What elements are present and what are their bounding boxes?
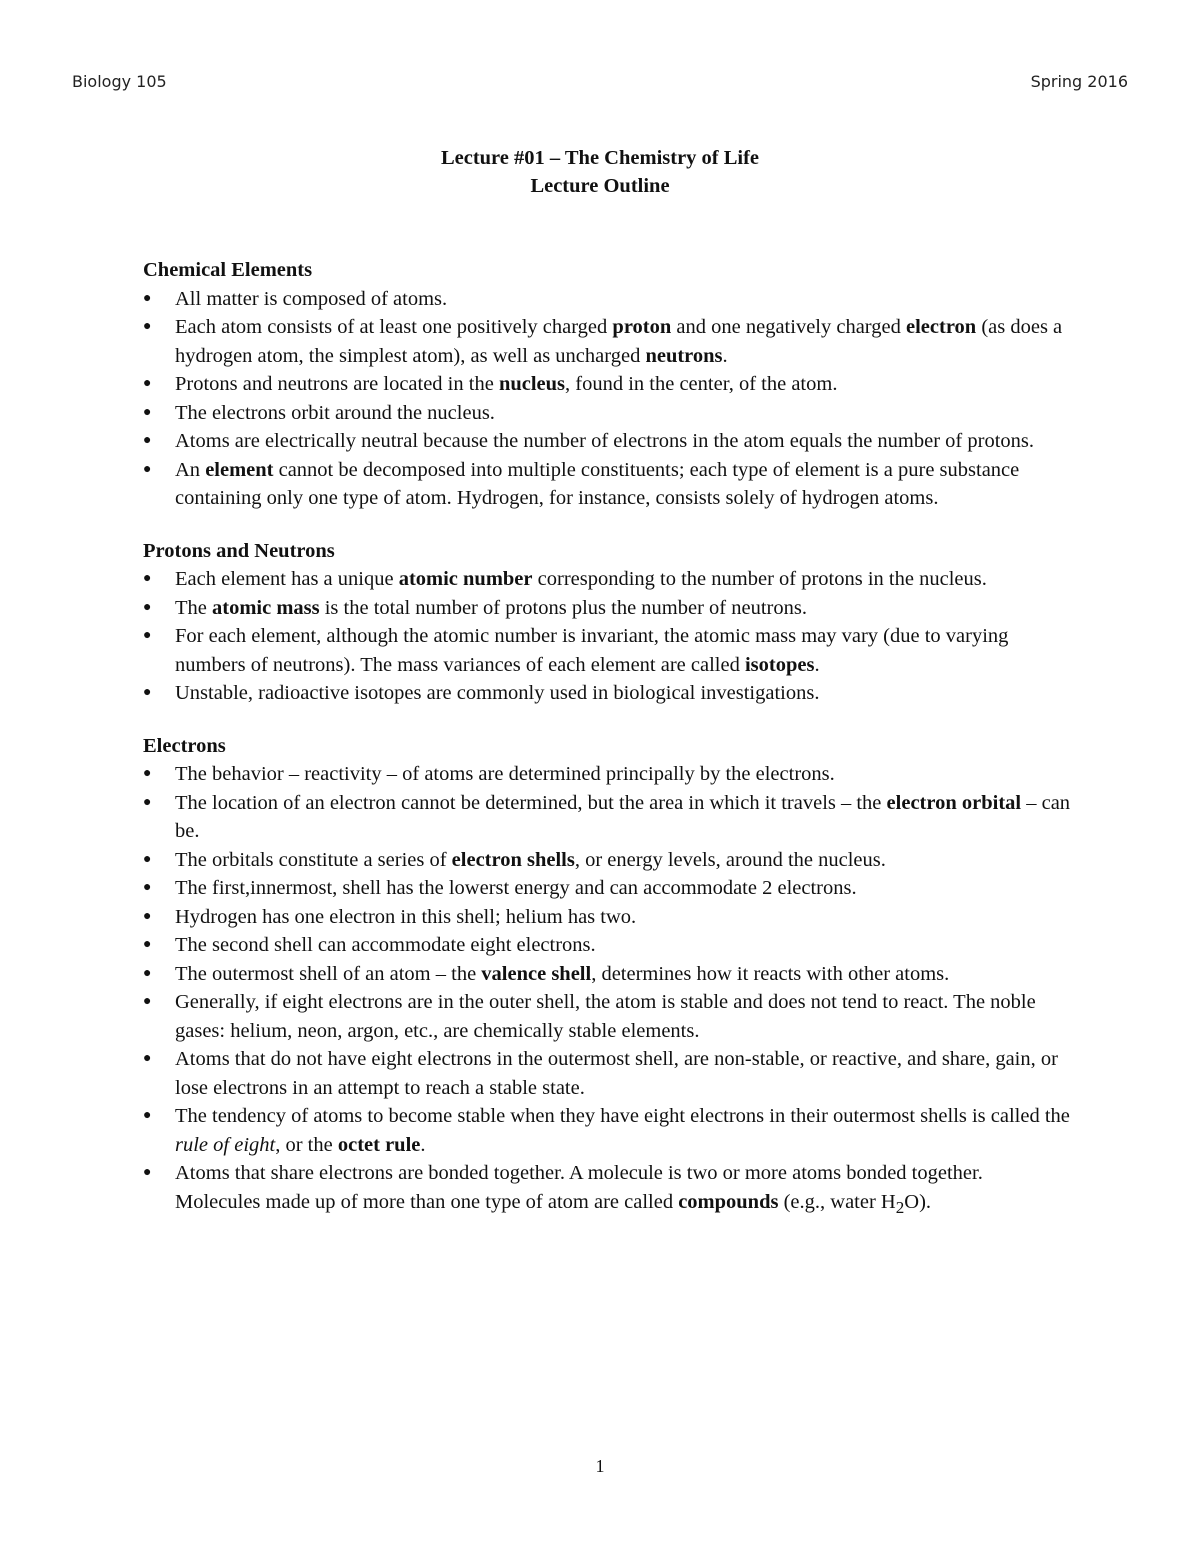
list-item <box>143 456 1073 513</box>
bullet-icon: ● <box>143 851 152 867</box>
bullet-icon: ● <box>143 319 152 334</box>
bullet-icon: ● <box>143 1165 152 1180</box>
item-text: The first,innermost, shell has the lowerst energy and can accommodate 2 electrons. <box>175 877 857 899</box>
bullet-icon: ● <box>143 404 152 420</box>
bullet-icon: ● <box>143 908 152 924</box>
bullet-icon: ● <box>143 794 152 810</box>
item-text: The location of an electron cannot be determined, but the area in which it travels – the <box>175 791 887 814</box>
key-term: valence shell <box>481 962 592 985</box>
list-item <box>143 622 1073 679</box>
header-term: Spring 2016 <box>1030 72 1128 91</box>
bullet-icon: ● <box>143 433 152 448</box>
key-term: nucleus <box>498 373 566 395</box>
list-item <box>143 399 1073 428</box>
item-text: O). <box>904 1190 932 1213</box>
item-text: Atoms that share electrons are bonded together. A molecule is two or more atoms bonded together. Molecules made up of more than one type of atom are called <box>175 1162 983 1213</box>
key-term: isotopes <box>744 653 815 676</box>
list-item <box>143 760 1073 789</box>
item-text: The electrons orbit around the nucleus. <box>175 401 495 424</box>
list-item <box>143 874 1073 903</box>
outline-section <box>143 537 1073 708</box>
bullet-icon: ● <box>143 628 152 643</box>
list-item <box>143 1045 1073 1102</box>
outline-section <box>143 256 1073 513</box>
item-text: Generally, if eight electrons are in the outer shell, the atom is stable and does not tend to react. The noble gases: helium, neon, argon, etc., are chemically stable elements. <box>175 991 1036 1042</box>
item-text: , or the <box>275 1133 338 1156</box>
bullet-icon: ● <box>143 965 152 981</box>
bullet-icon: ● <box>143 290 152 306</box>
item-text: Atoms are electrically neutral because the number of electrons in the atom equals the number of protons. <box>175 430 1034 452</box>
section-heading: Chemical Elements <box>143 259 313 281</box>
item-text: and one negatively charged <box>671 316 906 338</box>
list-item <box>143 846 1073 875</box>
list-item <box>143 370 1073 399</box>
key-term: proton <box>612 316 672 338</box>
item-text: All matter is composed of atoms. <box>175 287 448 310</box>
item-text: (e.g., water H <box>778 1190 896 1213</box>
item-text: cannot be decomposed into multiple constituents; each type of element is a pure substance containing only one type of atom. Hydrogen, for instance, consists solely of hydrogen atoms. <box>175 458 1020 509</box>
list-item <box>143 931 1073 960</box>
item-text: The outermost shell of an atom – the <box>175 962 482 985</box>
bullet-list <box>143 285 1073 513</box>
bullet-list <box>143 565 1073 708</box>
bullet-icon: ● <box>143 571 152 586</box>
item-text: Each element has a unique <box>175 568 399 590</box>
list-item <box>143 565 1073 594</box>
list-item <box>143 427 1073 456</box>
item-text: 2 <box>895 1197 905 1217</box>
list-item <box>143 285 1073 314</box>
key-term: electron shells <box>451 848 575 871</box>
list-item <box>143 988 1073 1045</box>
title-block <box>0 144 1200 200</box>
section-heading: Electrons <box>143 734 226 757</box>
bullet-icon: ● <box>143 766 152 781</box>
list-item <box>143 313 1073 370</box>
item-text: , determines how it reacts with other atoms. <box>591 962 950 985</box>
item-text: is the total number of protons plus the number of neutrons. <box>319 596 807 619</box>
item-text: Unstable, radioactive isotopes are commonly used in biological investigations. <box>175 682 820 704</box>
section-gap <box>143 708 1073 732</box>
lecture-title: Lecture #01 – The Chemistry of Life <box>440 147 760 169</box>
item-text: Atoms that do not have eight electrons in the outermost shell, are non-stable, or reactive, and share, gain, or lose electrons in an attempt to reach a stable state. <box>175 1048 1058 1099</box>
section-heading: Protons and Neutrons <box>143 539 335 562</box>
item-text: Hydrogen has one electron in this shell; helium has two. <box>175 905 637 928</box>
bullet-icon: ● <box>143 376 152 391</box>
outline-content <box>143 256 1073 1222</box>
item-text: The behavior – reactivity – of atoms are determined principally by the electrons. <box>175 763 835 785</box>
key-term: neutrons <box>645 344 723 367</box>
item-text: Protons and neutrons are located in the <box>175 373 499 395</box>
item-text: The tendency of atoms to become stable when they have eight electrons in their outermost shells is called the <box>175 1105 1070 1127</box>
bullet-icon: ● <box>143 937 152 952</box>
page-number: 1 <box>595 1456 605 1476</box>
item-text: , or energy levels, around the nucleus. <box>574 848 886 871</box>
item-text: Each atom consists of at least one positively charged <box>175 316 613 338</box>
list-item <box>143 789 1073 846</box>
list-item <box>143 679 1073 708</box>
key-term: atomic number <box>398 568 533 590</box>
item-text: For each element, although the atomic number is invariant, the atomic mass may vary (due to varying numbers of neutrons). The mass variances of each element are called <box>175 625 1009 676</box>
item-text: , found in the center, of the atom. <box>565 373 838 395</box>
bullet-icon: ● <box>143 461 152 477</box>
list-item <box>143 1159 1073 1222</box>
key-term: electron <box>906 316 977 338</box>
list-item <box>143 594 1073 623</box>
list-item <box>143 1102 1073 1159</box>
item-text: (as does a hydrogen atom, the simplest atom), as well as uncharged <box>175 316 1063 367</box>
section-gap <box>143 513 1073 537</box>
key-term: octet rule <box>337 1133 421 1156</box>
item-text: The second shell can accommodate eight electrons. <box>175 934 596 956</box>
item-text: . <box>420 1133 426 1156</box>
bullet-icon: ● <box>143 1108 152 1123</box>
bullet-icon: ● <box>143 685 152 700</box>
bullet-icon: ● <box>143 880 152 895</box>
item-text: corresponding to the number of protons in the nucleus. <box>532 568 987 590</box>
key-term: electron orbital <box>886 791 1022 814</box>
list-item <box>143 960 1073 989</box>
list-item <box>143 903 1073 932</box>
item-text: The <box>175 596 212 619</box>
bullet-icon: ● <box>143 1051 152 1066</box>
lecture-subtitle: Lecture Outline <box>530 175 670 197</box>
item-text: . <box>722 344 728 367</box>
key-term: atomic mass <box>212 596 320 619</box>
header-course: Biology 105 <box>72 72 167 91</box>
key-term: compounds <box>678 1190 779 1213</box>
bullet-icon: ● <box>143 599 152 615</box>
item-text: . <box>814 653 820 676</box>
outline-section <box>143 732 1073 1223</box>
emphasis-text: rule of eight <box>175 1133 276 1156</box>
key-term: element <box>205 458 274 481</box>
item-text: An <box>175 458 206 481</box>
item-text: – can be. <box>175 791 1071 842</box>
bullet-icon: ● <box>143 994 152 1009</box>
item-text: The orbitals constitute a series of <box>175 848 452 871</box>
bullet-list <box>143 760 1073 1222</box>
